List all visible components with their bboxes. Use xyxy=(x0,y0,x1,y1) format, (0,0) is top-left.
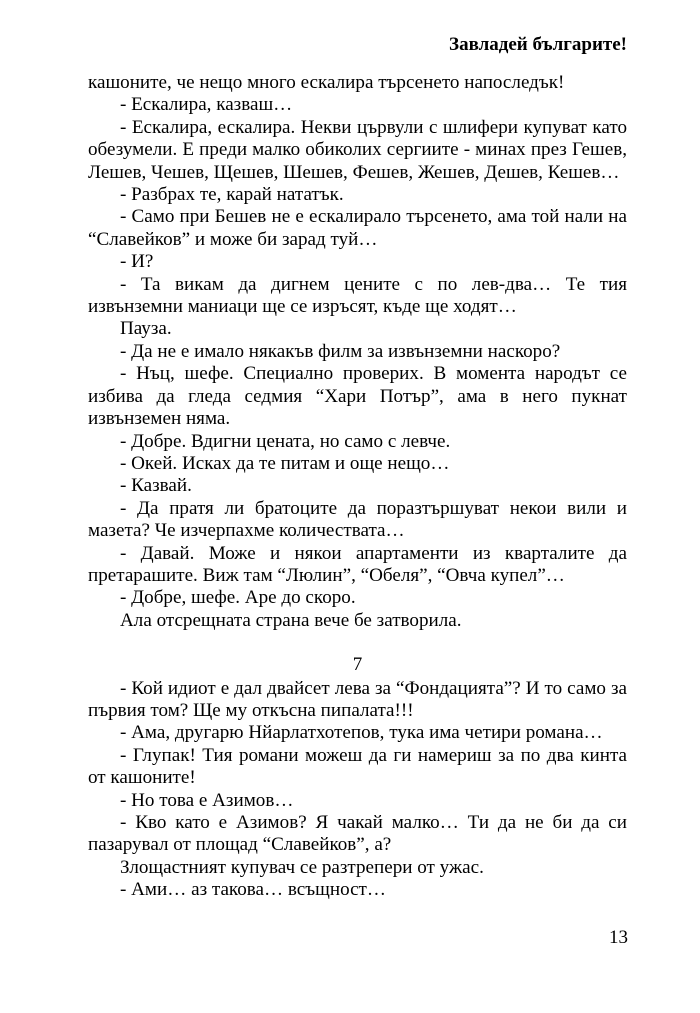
paragraph: - Кой идиот е дал двайсет лева за “Фондацията”? И то само за първия том? Ще му откъсна пипалата!!! xyxy=(88,677,627,721)
running-header: Завладей българите! xyxy=(449,34,627,55)
page-number: 13 xyxy=(609,927,628,948)
paragraph: - Ескалира, казваш… xyxy=(120,94,293,116)
paragraph: - Да не е имало някакъв филм за извънземни наскоро? xyxy=(120,340,561,362)
paragraph: Злощастният купувач се разтрепери от ужас. xyxy=(120,856,484,878)
paragraph: - Глупак! Тия романи можеш да ги намериш за по два кинта от кашоните! xyxy=(88,744,627,789)
paragraph: - Само при Бешев не е ескалирало търсенето, ама той нали на “Славейков” и може би зарад туй… xyxy=(88,206,627,250)
paragraph: - Разбрах те, карай нататък. xyxy=(120,184,344,206)
paragraph: - Да пратя ли братоците да поразтършуват некои вили и мазета? Че изчерпахме количествата… xyxy=(88,497,627,542)
paragraph: Ала отсрещната страна вече бе затворила. xyxy=(120,609,462,631)
paragraph: - Добре, шефе. Аре до скоро. xyxy=(120,587,356,609)
paragraph: - Нъц, шефе. Специално проверих. В момента народът се избива да гледа седмия “Хари Потър”, ама в него пукнат извънземен няма. xyxy=(88,363,627,430)
paragraph: - Ами… аз такова… всъщност… xyxy=(120,879,386,901)
paragraph: - Давай. Може и някои апартаменти из кварталите да претарашите. Виж там “Люлин”, “Обеля”, “Овча купел”… xyxy=(88,542,627,586)
section-a xyxy=(88,72,627,632)
body-text xyxy=(88,72,627,902)
paragraph: кашоните, че нещо много ескалира търсенето напоследък! xyxy=(88,72,565,93)
paragraph: - Добре. Вдигни цената, но само с левче. xyxy=(120,430,451,452)
section-b xyxy=(88,678,627,902)
paragraph: - Кво като е Азимов? Я чакай малко… Ти да не би да си пазарувал от площад “Славейков”, а? xyxy=(88,812,627,856)
paragraph: - Но това е Азимов… xyxy=(120,789,294,811)
chapter-number: 7 xyxy=(352,654,363,676)
paragraph: Пауза. xyxy=(120,318,172,340)
paragraph: - Ескалира, ескалира. Некви цървули с шлифери купуват като обезумели. Е преди малко обиколих сергиите - минах през Гешев, Лешев, Чешев, Щешев, Шешев, Фешев, Жешев, Дешев, Кешев… xyxy=(88,116,627,183)
paragraph: - Та викам да дигнем цените с по лев-два… Те тия извънземни маниаци ще се изръсят, къде ще ходят… xyxy=(88,273,627,318)
paragraph: - Ама, другарю Нйарлатхотепов, тука има четири романа… xyxy=(120,722,603,744)
paragraph: - Казвай. xyxy=(120,475,192,497)
paragraph: - И? xyxy=(120,251,154,273)
paragraph: - Окей. Исках да те питам и още нещо… xyxy=(120,452,450,474)
